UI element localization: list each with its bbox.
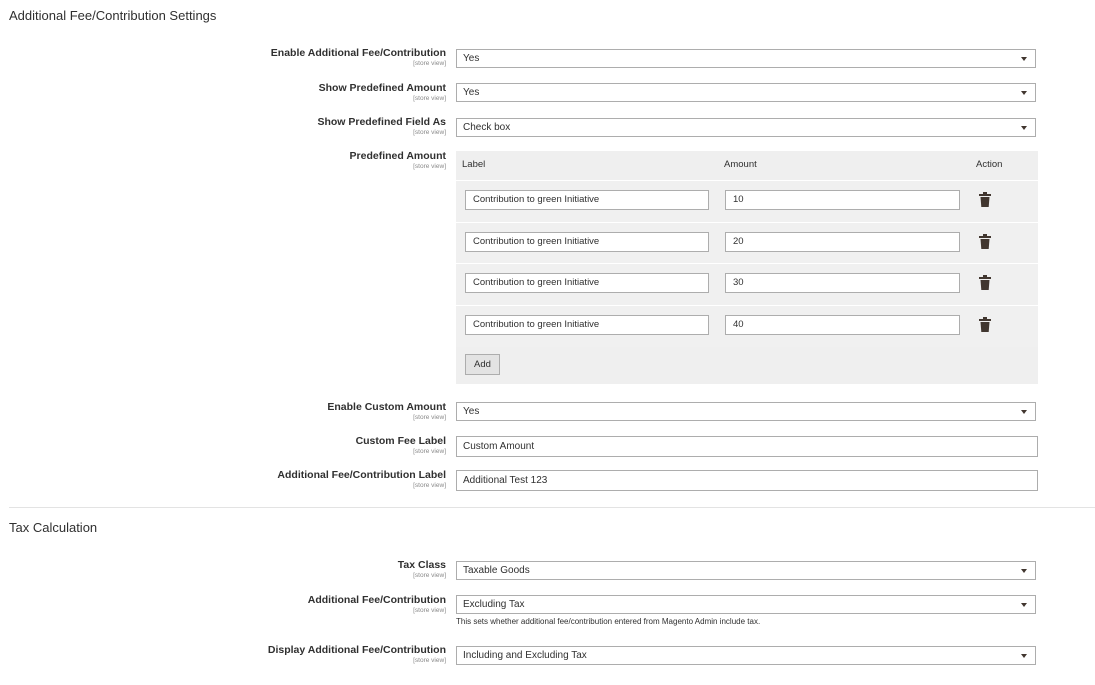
scope-label: [store view] [413, 60, 446, 67]
column-header-action: Action [976, 159, 1003, 170]
label-fee-tax [146, 594, 446, 615]
field-label: Enable Custom Amount [327, 401, 446, 413]
add-row-button[interactable]: Add [465, 354, 500, 375]
label-enable-custom [146, 401, 446, 422]
chevron-down-icon [1012, 596, 1035, 613]
trash-icon[interactable] [979, 317, 991, 332]
field-label: Tax Class [397, 559, 446, 571]
label-custom-fee [146, 435, 446, 456]
chevron-down-icon [1012, 50, 1035, 67]
scope-label: [store view] [413, 414, 446, 421]
show-predefined-select[interactable] [456, 83, 1036, 102]
select-value: Yes [463, 87, 480, 98]
field-label: Show Predefined Amount [318, 82, 446, 94]
row-amount-input[interactable]: 20 [725, 232, 960, 252]
field-label: Predefined Amount [349, 150, 446, 162]
custom-fee-label-input[interactable]: Custom Amount [456, 436, 1038, 457]
select-value: Taxable Goods [463, 565, 530, 576]
label-enable-fee [146, 47, 446, 68]
label-tax-class [146, 559, 446, 580]
scope-label: [store view] [413, 95, 446, 102]
contribution-label-input[interactable]: Additional Test 123 [456, 470, 1038, 491]
table-row [456, 222, 1038, 264]
scope-label: [store view] [413, 129, 446, 136]
label-show-predefined [146, 82, 446, 103]
trash-icon[interactable] [979, 234, 991, 249]
tax-class-select[interactable] [456, 561, 1036, 580]
scope-label: [store view] [413, 448, 446, 455]
label-field-as [146, 116, 446, 137]
row-label-input[interactable]: Contribution to green Initiative [465, 232, 709, 252]
fee-tax-select[interactable] [456, 595, 1036, 614]
section-divider [9, 507, 1095, 508]
section-title-tax[interactable]: Tax Calculation [9, 520, 98, 535]
select-value: Yes [463, 406, 480, 417]
scope-label: [store view] [413, 572, 446, 579]
trash-icon[interactable] [979, 192, 991, 207]
chevron-down-icon [1012, 84, 1035, 101]
label-display-fee [146, 644, 446, 665]
display-fee-select[interactable] [456, 646, 1036, 665]
field-label: Display Additional Fee/Contribution [267, 644, 446, 656]
label-contribution-label [146, 469, 446, 490]
row-amount-input[interactable]: 40 [725, 315, 960, 335]
field-label: Custom Fee Label [355, 435, 446, 447]
column-header-amount: Amount [724, 159, 757, 170]
chevron-down-icon [1012, 119, 1035, 136]
field-label: Additional Fee/Contribution [307, 594, 446, 606]
chevron-down-icon [1012, 647, 1035, 664]
field-label: Enable Additional Fee/Contribution [270, 47, 446, 59]
enable-custom-select[interactable] [456, 402, 1036, 421]
table-row [456, 180, 1038, 222]
select-value: Yes [463, 53, 480, 64]
row-label-input[interactable]: Contribution to green Initiative [465, 273, 709, 293]
enable-fee-select[interactable] [456, 49, 1036, 68]
section-title-fee-settings[interactable]: Additional Fee/Contribution Settings [9, 8, 217, 23]
select-value: Excluding Tax [463, 599, 525, 610]
chevron-down-icon [1012, 403, 1035, 420]
row-label-input[interactable]: Contribution to green Initiative [465, 190, 709, 210]
scope-label: [store view] [413, 482, 446, 489]
select-value: Including and Excluding Tax [463, 650, 587, 661]
row-amount-input[interactable]: 10 [725, 190, 960, 210]
field-note: This sets whether additional fee/contribution entered from Magento Admin include tax. [456, 617, 761, 626]
trash-icon[interactable] [979, 275, 991, 290]
field-label: Show Predefined Field As [317, 116, 446, 128]
table-row [456, 305, 1038, 347]
field-label: Additional Fee/Contribution Label [277, 469, 446, 481]
scope-label: [store view] [413, 657, 446, 664]
predefined-amount-grid [456, 151, 1038, 384]
row-label-input[interactable]: Contribution to green Initiative [465, 315, 709, 335]
scope-label: [store view] [413, 607, 446, 614]
grid-header [456, 151, 1038, 179]
select-value: Check box [463, 122, 511, 133]
scope-label: [store view] [413, 163, 446, 170]
field-as-select[interactable] [456, 118, 1036, 137]
label-predefined-amount [146, 150, 446, 171]
column-header-label: Label [462, 159, 486, 170]
row-amount-input[interactable]: 30 [725, 273, 960, 293]
table-row [456, 263, 1038, 305]
chevron-down-icon [1012, 562, 1035, 579]
